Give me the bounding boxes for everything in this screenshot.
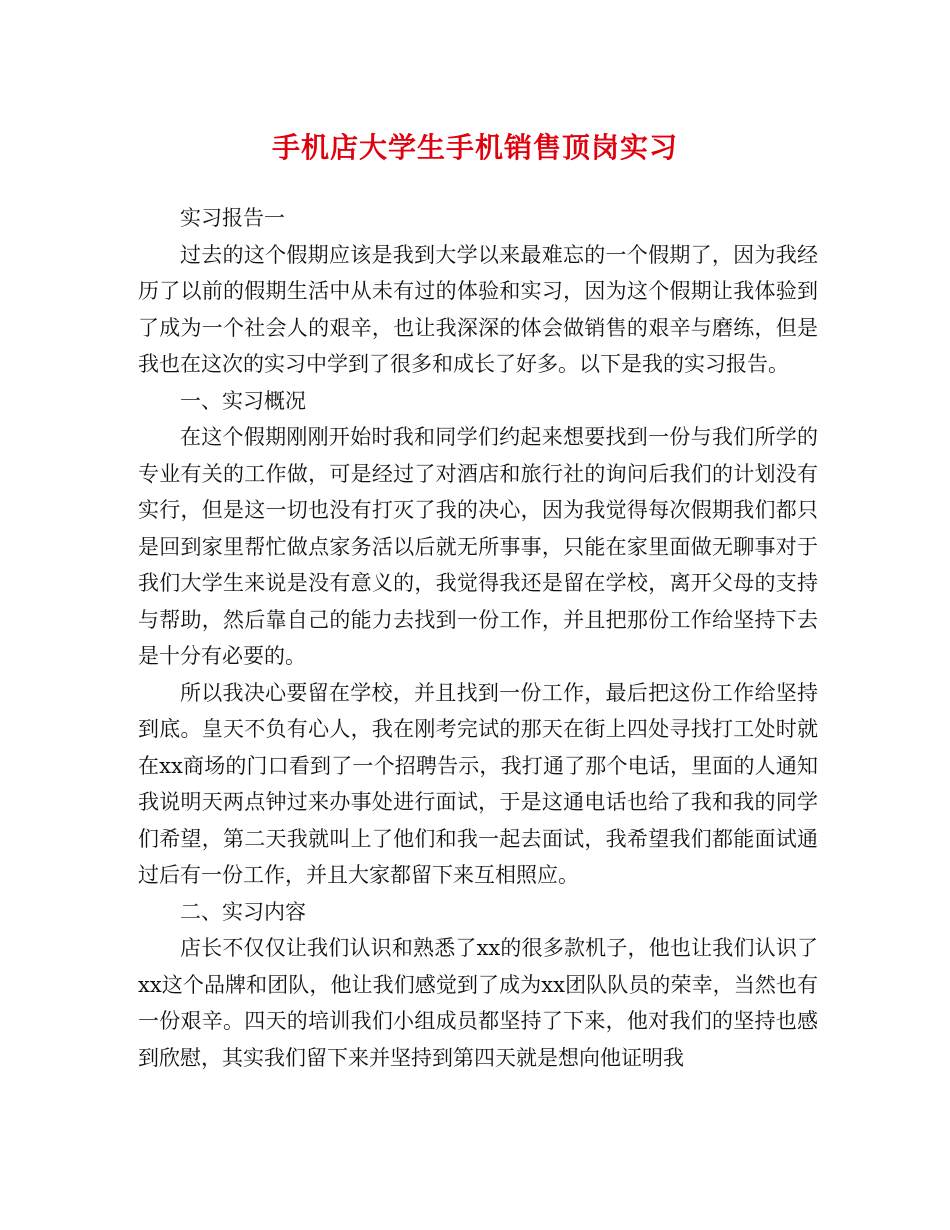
paragraph-overview-1: 在这个假期刚刚开始时我和同学们约起来想要找到一份与我们所学的专业有关的工作做，可是经过了对酒店和旅行社的询问后我们的计划没有实行，但是这一切也没有打灭了我的决心，因为我觉得每次假期我们都只是回到家里帮忙做点家务活以后就无所事事，只能在家里面做无聊事对于我们大学生来说是没有意义的，我觉得我还是留在学校，离开父母的支持与帮助，然后靠自己的能力去找到一份工作，并且把那份工作给坚持下去是十分有必要的。 <box>138 425 818 668</box>
document-title: 手机店大学生手机销售顶岗实习 <box>271 131 678 164</box>
section-heading-overview: 一、实习概况 <box>180 388 306 413</box>
section-heading-content: 二、实习内容 <box>180 899 306 924</box>
paragraph-content-1: 店长不仅仅让我们认识和熟悉了xx的很多款机子，他也让我们认识了xx这个品牌和团队，他让我们感觉到了成为xx团队队员的荣幸，当然也有一份艰辛。四天的培训我们小组成员都坚持了下来，他对我们的坚持也感到欣慰，其实我们留下来并坚持到第四天就是想向他证明我 <box>138 936 818 1070</box>
paragraph-overview-2: 所以我决心要留在学校，并且找到一份工作，最后把这份工作给坚持到底。皇天不负有心人，我在刚考完试的那天在街上四处寻找打工处时就在xx商场的门口看到了一个招聘告示，我打通了那个电话，里面的人通知我说明天两点钟过来办事处进行面试，于是这通电话也给了我和我的同学们希望，第二天我就叫上了他们和我一起去面试，我希望我们都能面试通过后有一份工作，并且大家都留下来互相照应。 <box>138 680 818 887</box>
paragraph-intro: 过去的这个假期应该是我到大学以来最难忘的一个假期了，因为我经历了以前的假期生活中从未有过的体验和实习，因为这个假期让我体验到了成为一个社会人的艰辛，也让我深深的体会做销售的艰辛与磨练，但是我也在这次的实习中学到了很多和成长了好多。以下是我的实习报告。 <box>138 242 818 376</box>
document-body <box>138 200 818 1076</box>
section-heading-report-one: 实习报告一 <box>180 206 285 230</box>
